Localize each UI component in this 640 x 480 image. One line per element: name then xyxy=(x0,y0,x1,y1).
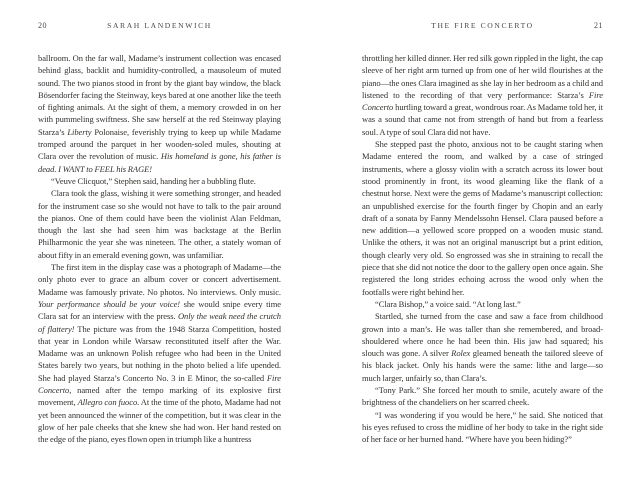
italic-text-run: Your performance should be your voice! xyxy=(38,298,181,309)
italic-text-run: Allegro con fuoco xyxy=(77,397,138,408)
paragraph xyxy=(362,409,603,446)
paragraph xyxy=(362,298,603,310)
paragraph xyxy=(38,187,281,261)
page-header-right xyxy=(362,20,603,31)
text-run: “Veuve Clicquot,” Stephen said, handing her a bubbling flute. xyxy=(51,175,256,186)
text-run: “Tony Park.” She forced her mouth to smile, acutely aware of the brightness of the chandeliers on her scarred cheek. xyxy=(362,385,603,408)
text-run: “I was wondering if you would be here,” he said. She noticed that his eyes refused to cross the midline of her body to take in the right side of her face or her burned hand. “Where have you been hiding?” xyxy=(362,409,603,445)
text-run: , named after the tempo marking of its explosive first movement, xyxy=(38,385,281,408)
text-run: . At the time of the photo, Madame had not yet been announced the winner of the competition, but it was clear in the glow of her pale cheeks that she knew she had won. Her hand rested on the edge of the piano, eyes flown open in triumph like a huntress xyxy=(38,397,281,445)
page-body-right xyxy=(362,52,603,446)
paragraph xyxy=(362,138,603,298)
text-run: The first item in the display case was a photograph of Madame—the only photo ever to grace an album cover or concert advertisement. Madame was famously private. No photos. No interviews. Only music. xyxy=(38,262,281,297)
page-number-right: 21 xyxy=(594,21,603,30)
page-right xyxy=(362,20,603,446)
text-run: Clara took the glass, wishing it were something stronger, and headed for the instrument case so she would not have to talk to the pair around the pianos. One of them could have been the violinist Alan Feldman, though the last she had seen him was backstage at the Berlin Philharmonic the year she was nineteen. The other, a stately woman of about fifty in an emerald evening gown, was unfamiliar. xyxy=(38,188,281,260)
italic-text-run: Only the weak need the crutch of flattery! xyxy=(38,311,281,334)
text-run: Startled, she turned from the case and saw a face from childhood grown into a man’s. He was taller than she remembered, and broad-shouldered where once he had been thin. His jaw had squared; his slouch was gone. A silver xyxy=(362,311,603,359)
page-body-left xyxy=(38,52,281,446)
italic-text-run: Liberty xyxy=(67,126,92,137)
italic-text-run: Rolex xyxy=(451,348,471,359)
page-left xyxy=(38,20,281,446)
paragraph xyxy=(362,52,603,138)
text-run: “Clara Bishop,” a voice said. “At long last.” xyxy=(375,298,521,309)
italic-text-run: His homeland is gone, his father is dead. I WANT to FEEL his RAGE! xyxy=(38,151,281,174)
text-run: The picture was from the 1948 Starza Competition, hosted that year in London while Warsaw reconstituted itself after the War. Madame was an unknown Polish refugee who had been in the United States barely two years, but nothing in the photo belied a life upended. She had played Starza’s Concerto No. 3 in E Minor, the so-called xyxy=(38,323,281,383)
paragraph xyxy=(362,384,603,409)
page-number-left: 20 xyxy=(38,21,47,30)
paragraph xyxy=(38,52,281,175)
italic-text-run: Fire Concerto xyxy=(362,89,603,113)
paragraph xyxy=(38,175,281,187)
paragraph xyxy=(362,310,603,384)
paragraph xyxy=(38,261,281,445)
running-header-title: THE FIRE CONCERTO xyxy=(431,21,534,30)
text-run: she would snipe every time Clara sat for an interview with the press. xyxy=(38,298,281,322)
text-run: She stepped past the photo, anxious not to be caught staring when Madame entered the room, and walked by a case of stringed instruments, where a glossy violin with a scratch across its lower bout stood prominently in front, its wood gleaming like the flank of a chestnut horse. Next were the gems of Madame’s manuscript collection: an unpublished exercise for the fourth finger by Chopin and an early draft of a sonata by Fanny Mendelssohn Hensel. Clara paused before a new addition—a yellowed score propped on a wooden music stand. Unlike the others, it was not an original manuscript but a print edition, though clearly very old. So engrossed was she in straining to recall the piece that she did not notice the door to the gallery open once again. She registered the long strides echoing across the wood only when the footfalls were right behind her. xyxy=(362,139,603,297)
text-run: hurtling toward a great, wondrous roar. As Madame told her, it was a sound that came not from strength of hand but from a fearless soul. A type of soul Clara did not have. xyxy=(362,102,603,137)
text-run: gleamed beneath the tailored sleeve of his black jacket. Only his hands were the same: lithe and large—so much larger, unfairly so, than Clara’s. xyxy=(362,348,603,383)
italic-text-run: Fire Concerto xyxy=(38,372,281,396)
text-run: throttling her killed dinner. Her red silk gown rippled in the light, the cap sleeve of her right arm turned up from one of her wild flourishes at the piano—the ones Clara imagined as she lay in her bedroom as a child and listened to the recording of that very performance: Starza’s xyxy=(362,53,603,100)
running-header-author: SARAH LANDENWICH xyxy=(107,21,212,30)
page-header-left xyxy=(38,20,281,31)
text-run: ballroom. On the far wall, Madame’s instrument collection was encased behind glass, backlit and humidity-controlled, a mausoleum of muted sound. The two pianos stood in front by the giant bay window, the black Bösendorfer facing the Steinway, keys bared at one another like the teeth of fighting animals. At the sight of them, a memory crowded in on her with pummeling swiftness. She saw herself at the red Steinway playing Starza’s xyxy=(38,53,281,137)
text-run: Polonaise, feverishly trying to keep up while Madame tromped around the parquet in her wooden-soled mules, shouting at Clara over the revolution of music. xyxy=(38,126,281,162)
